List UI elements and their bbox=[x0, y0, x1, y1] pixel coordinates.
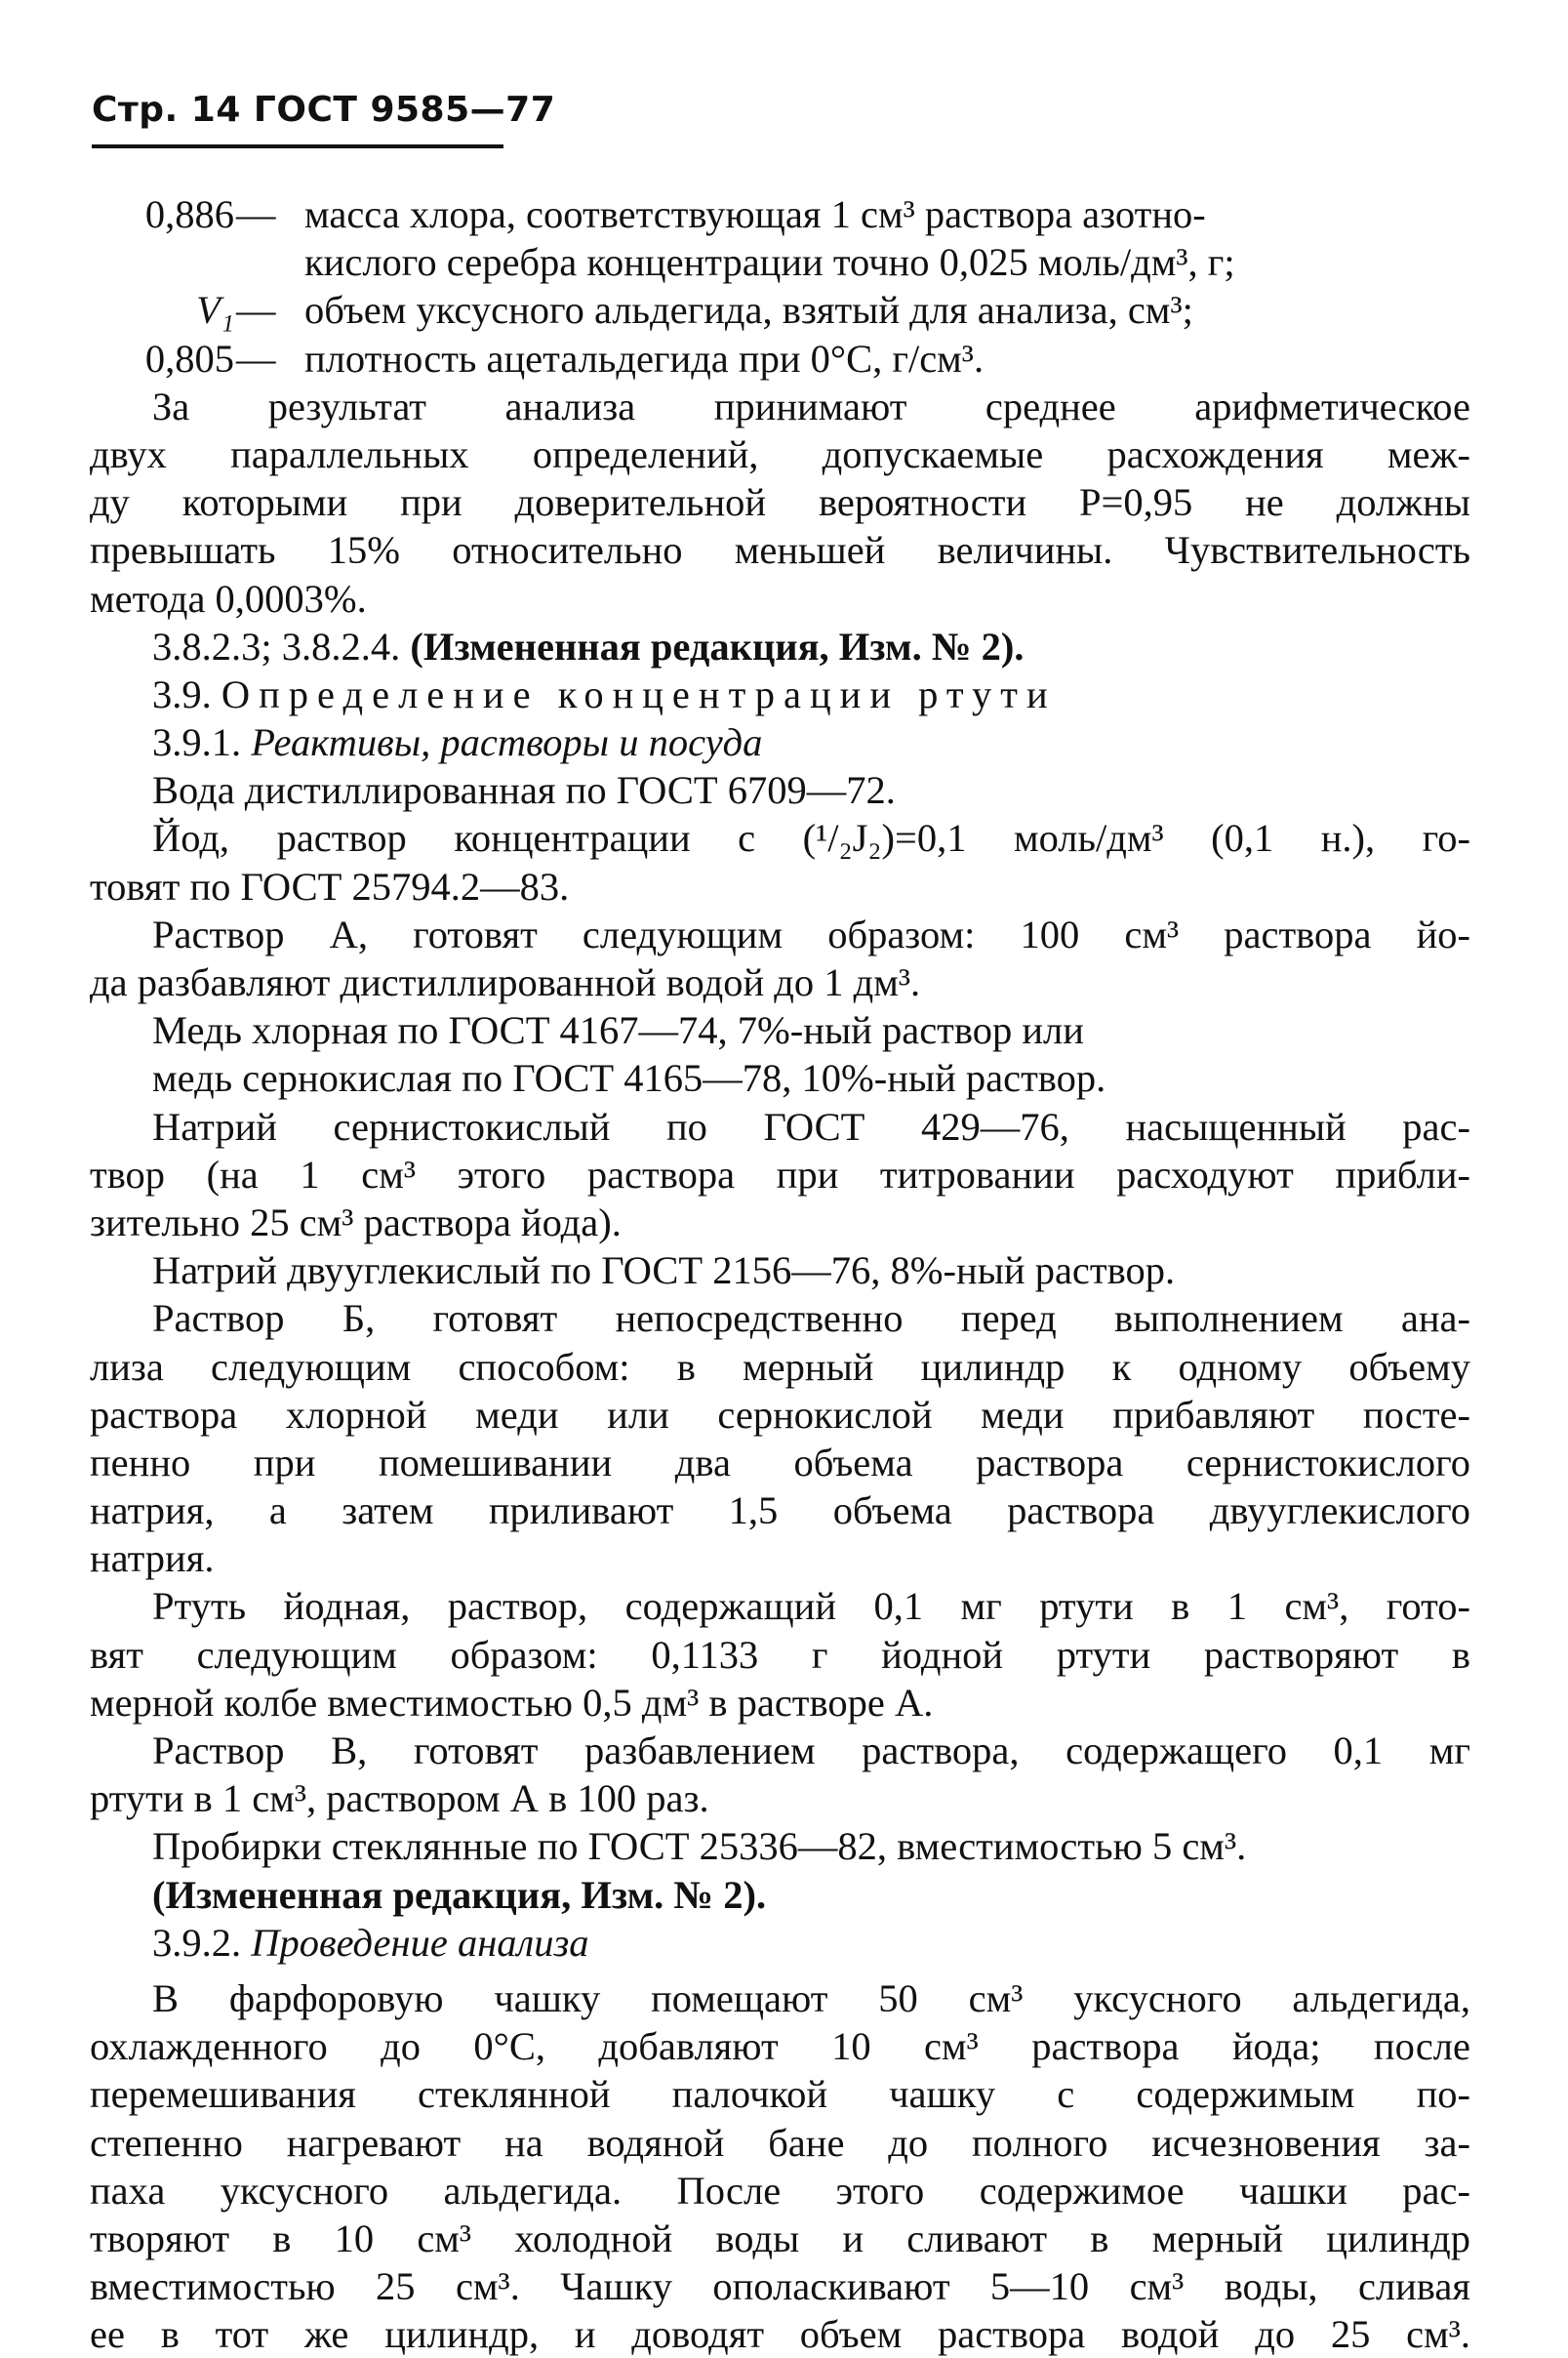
document-body bbox=[90, 190, 1470, 2358]
reagent-line: твор (на 1 см³ этого раствора при титровании расходуют прибли- bbox=[90, 1152, 1470, 1197]
definition-dash: — bbox=[236, 192, 276, 236]
paragraph-line: охлажденного до 0°С, добавляют 10 см³ раствора йода; после bbox=[90, 2024, 1470, 2069]
section-number: 3.9. bbox=[152, 671, 212, 716]
reagent-line: Вода дистиллированная по ГОСТ 6709—72. bbox=[152, 768, 896, 813]
definition-text: плотность ацетальдегида при 0°С, г/см³. bbox=[304, 336, 985, 381]
definition-term: V₁ bbox=[196, 288, 234, 333]
subsection-heading bbox=[90, 1919, 1470, 1967]
reagent-text: Йод, раствор концентрации с ( bbox=[152, 816, 817, 861]
variable-definitions bbox=[90, 190, 1470, 383]
paragraph-line: вместимостью 25 см³. Чашку ополаскивают 5—10 см³ воды, сливая bbox=[90, 2264, 1470, 2309]
paragraph-line: степенно нагревают на водяной бане до полного исчезновения за- bbox=[90, 2120, 1470, 2165]
reagent-line: Ртуть йодная, раствор, содержащий 0,1 мг ртути в 1 см³, гото- bbox=[152, 1584, 1470, 1629]
reagent-line: Натрий сернистокислый по ГОСТ 429—76, насыщенный рас- bbox=[152, 1104, 1470, 1149]
reagent-line: Раствор Б, готовят непосредственно перед выполнением ана- bbox=[152, 1296, 1470, 1341]
reagent-line: Натрий двууглекислый по ГОСТ 2156—76, 8%-ный раствор. bbox=[152, 1248, 1176, 1293]
reagent-line: товят по ГОСТ 25794.2—83. bbox=[90, 864, 570, 909]
reagent-line: Раствор В, готовят разбавлением раствора, содержащего 0,1 мг bbox=[152, 1728, 1470, 1772]
definition-dash: — bbox=[236, 336, 276, 381]
reagent-line: раствора хлорной меди или сернокислой меди прибавляют посте- bbox=[90, 1392, 1470, 1437]
header-rule bbox=[92, 144, 503, 148]
section-title: Определение концентрации ртути bbox=[221, 671, 1057, 716]
subsection-number: 3.9.2. bbox=[152, 1920, 242, 1965]
paragraph-line: За результат анализа принимают среднее арифметическое bbox=[152, 384, 1470, 428]
definition-line bbox=[90, 286, 1470, 334]
spacer bbox=[90, 1967, 1470, 1974]
paragraph-line: ее в тот же цилиндр, и доводят объем раствора водой до 25 см³. bbox=[90, 2312, 1470, 2357]
formula: ¹/₂J₂ bbox=[816, 816, 882, 861]
reagent-line: натрия, а затем приливают 1,5 объема раствора двууглекислого bbox=[90, 1488, 1470, 1533]
definition-text: объем уксусного альдегида, взятый для анализа, см³; bbox=[304, 288, 1193, 333]
reagent-line: вят следующим образом: 0,1133 г йодной ртути растворяют в bbox=[90, 1632, 1470, 1677]
reagent-line: натрия. bbox=[90, 1536, 215, 1581]
reagent-text: )=0,1 моль/дм³ (0,1 н.), го- bbox=[881, 816, 1470, 861]
amendment-text: (Измененная редакция, Изм. № 2). bbox=[410, 624, 1025, 669]
reagent-line: медь сернокислая по ГОСТ 4165—78, 10%-ный раствор. bbox=[152, 1056, 1106, 1101]
reagent-line: зительно 25 см³ раствора йода). bbox=[90, 1199, 622, 1244]
definition-line bbox=[90, 190, 1470, 238]
reagent-line: пенно при помешивании два объема раствора сернистокислого bbox=[90, 1440, 1470, 1484]
reagents-list bbox=[90, 766, 1470, 1870]
paragraph-line: метода 0,0003%. bbox=[90, 576, 367, 621]
reagent-line: ртути в 1 см³, раствором А в 100 раз. bbox=[90, 1776, 709, 1821]
paragraph-line: двух параллельных определений, допускаемые расхождения меж- bbox=[90, 431, 1470, 476]
reagent-line: лиза следующим способом: в мерный цилиндр к одному объему bbox=[90, 1344, 1470, 1389]
definition-term: 0,886 bbox=[144, 192, 234, 236]
definition-continuation: кислого серебра концентрации точно 0,025 моль/дм³, г; bbox=[304, 240, 1235, 285]
definition-text: масса хлора, соответствующая 1 см³ раствора азотно- bbox=[304, 192, 1206, 236]
paragraph-line: творяют в 10 см³ холодной воды и сливают в мерный цилиндр bbox=[90, 2216, 1470, 2260]
subsection-heading bbox=[90, 718, 1470, 766]
paragraph-line: паха уксусного альдегида. После этого содержимое чашки рас- bbox=[90, 2168, 1470, 2213]
definition-term: 0,805 bbox=[144, 336, 234, 381]
reagent-line: мерной колбе вместимостью 0,5 дм³ в растворе А. bbox=[90, 1680, 934, 1725]
subsection-title: Проведение анализа bbox=[251, 1920, 589, 1965]
paragraph-line: ду которыми при доверительной вероятности Р=0,95 не должны bbox=[90, 480, 1470, 525]
reagent-line bbox=[90, 814, 1470, 862]
paragraph-line: перемешивания стеклянной палочкой чашку с содержимым по- bbox=[90, 2072, 1470, 2117]
reagent-line: да разбавляют дистиллированной водой до 1 дм³. bbox=[90, 960, 921, 1004]
definition-line bbox=[90, 335, 1470, 383]
clause-references: 3.8.2.3; 3.8.2.4. bbox=[152, 624, 401, 669]
definition-dash: — bbox=[236, 288, 276, 333]
subsection-number: 3.9.1. bbox=[152, 720, 242, 765]
subsection-title: Реактивы, растворы и посуда bbox=[251, 720, 763, 765]
amendment-note: (Измененная редакция, Изм. № 2). bbox=[152, 1872, 767, 1917]
reagent-line: Раствор А, готовят следующим образом: 100 см³ раствора йо- bbox=[152, 912, 1470, 956]
amendment-note bbox=[90, 623, 1470, 671]
page-header: Стр. 14 ГОСТ 9585—77 bbox=[92, 90, 556, 130]
section-heading bbox=[90, 671, 1470, 718]
result-paragraph bbox=[90, 383, 1470, 623]
paragraph-line: В фарфоровую чашку помещают 50 см³ уксусного альдегида, bbox=[152, 1975, 1470, 2020]
procedure-paragraph bbox=[90, 1974, 1470, 2358]
paragraph-line: превышать 15% относительно меньшей величины. Чувствительность bbox=[90, 528, 1470, 573]
reagent-line: Медь хлорная по ГОСТ 4167—74, 7%-ный раствор или bbox=[152, 1008, 1084, 1053]
reagent-line: Пробирки стеклянные по ГОСТ 25336—82, вместимостью 5 см³. bbox=[152, 1824, 1247, 1869]
